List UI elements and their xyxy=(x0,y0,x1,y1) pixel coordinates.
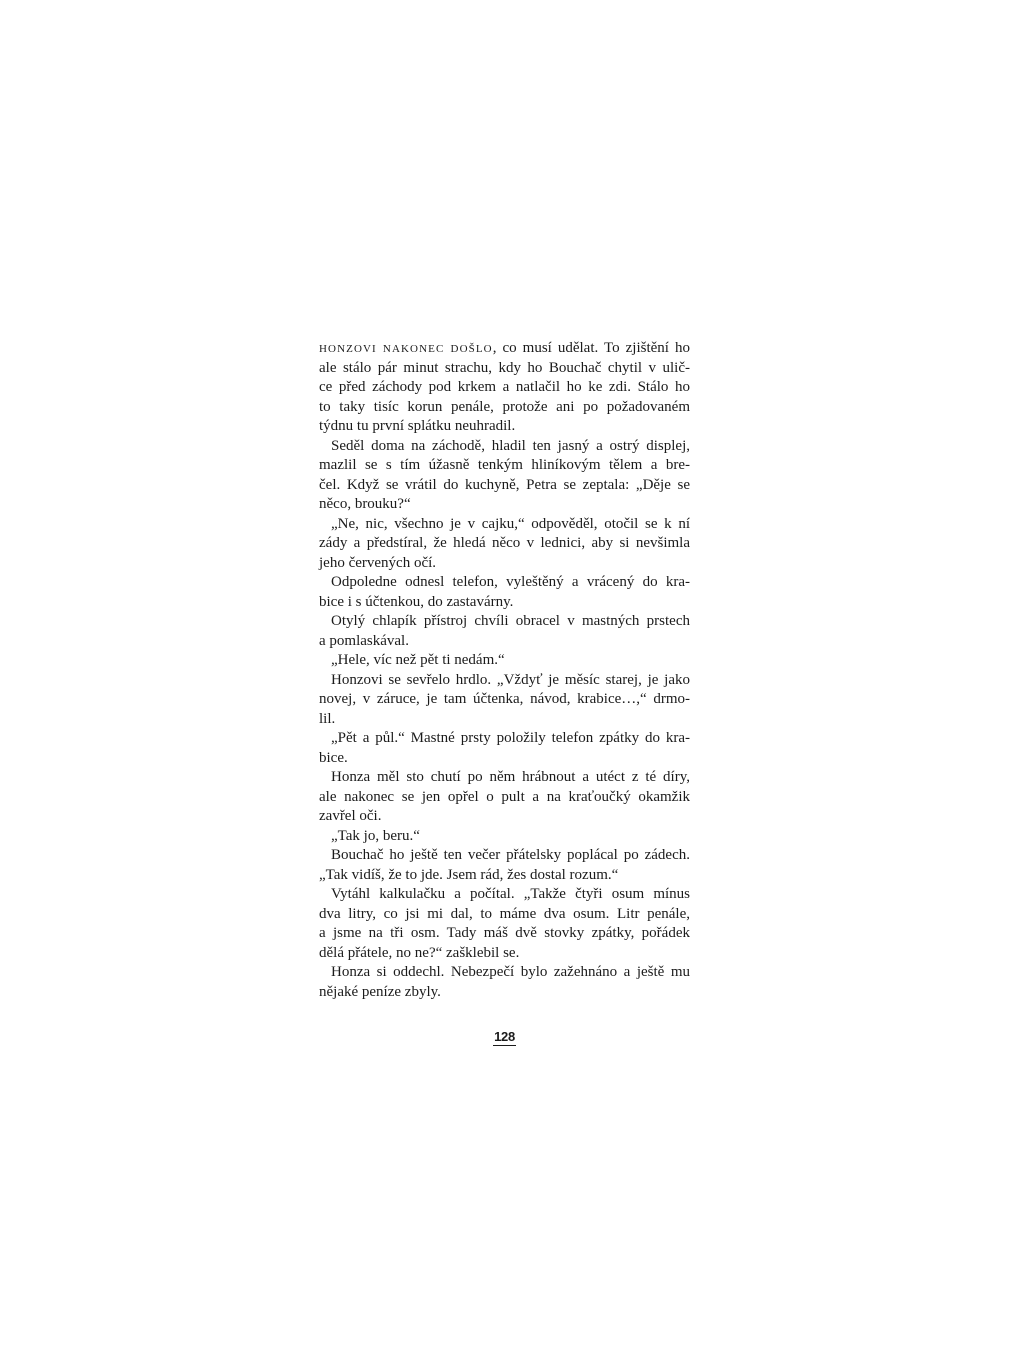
text-line: bice. xyxy=(319,749,348,766)
paragraph xyxy=(319,671,690,730)
body-text xyxy=(319,339,690,1002)
text-line: a jsme na tři osm. Tady máš dvě stovky zpátky, pořádek xyxy=(319,925,690,941)
text-line: jeho červených očí. xyxy=(319,554,437,571)
text-line: zády a předstíral, že hledá něco v lednici, aby si nevšimla xyxy=(319,535,690,551)
text-line: ale nakonec se jen opřel o pult a na kraťoučký okamžik xyxy=(319,788,690,805)
page-number: 128 xyxy=(494,1029,515,1044)
text-line: dělá přátele, no ne?“ zašklebil se. xyxy=(319,944,520,961)
text-line: Honza si oddechl. Nebezpečí bylo zažehnáno a ještě mu xyxy=(331,964,690,980)
paragraph xyxy=(319,437,690,515)
text-line-rest: , co musí udělat. To zjištění ho xyxy=(492,340,690,356)
text-line: něco, brouku?“ xyxy=(319,496,411,512)
chapter-lead-smallcaps: HONZOVI NAKONEC DOŠLO xyxy=(319,343,493,355)
paragraph xyxy=(319,963,690,1002)
text-line: dva litry, co jsi mi dal, to máme dva osum. Litr penále, xyxy=(319,905,690,922)
paragraph xyxy=(319,846,690,885)
text-line: „Tak jo, beru.“ xyxy=(331,827,420,844)
text-line: nějaké peníze zbyly. xyxy=(319,983,441,1000)
text-line: „Hele, víc než pět ti nedám.“ xyxy=(331,652,505,668)
paragraph xyxy=(319,573,690,612)
text-line: týdnu tu první splátku neuhradil. xyxy=(319,418,516,434)
paragraph xyxy=(319,827,690,847)
paragraph xyxy=(319,768,690,827)
text-line: to taky tisíc korun penále, protože ani po požadovaném xyxy=(319,398,690,415)
text-line xyxy=(319,339,690,359)
paragraph xyxy=(319,339,690,437)
text-line: Vytáhl kalkulačku a počítal. „Takže čtyři osum mínus xyxy=(331,886,690,902)
text-line: ce před záchody pod krkem a natlačil ho ke zdi. Stálo ho xyxy=(319,379,690,395)
paragraph xyxy=(319,651,690,671)
text-line: Bouchač ho ještě ten večer přátelsky poplácal po zádech. xyxy=(331,847,690,863)
text-line: mazlil se s tím úžasně tenkým hliníkovým tělem a bre- xyxy=(319,457,690,473)
paragraph xyxy=(319,885,690,963)
text-line: ale stálo pár minut strachu, kdy ho Bouchač chytil v ulič- xyxy=(319,359,690,376)
text-line: bice i s účtenkou, do zastavárny. xyxy=(319,593,514,610)
text-line: novej, v záruce, je tam účtenka, návod, krabice…,“ drmo- xyxy=(319,691,690,707)
text-line: Honzovi se sevřelo hrdlo. „Vždyť je měsíc starej, je jako xyxy=(331,671,690,688)
text-line: lil. xyxy=(319,710,336,727)
paragraph xyxy=(319,612,690,651)
text-line: Odpoledne odnesl telefon, vyleštěný a vrácený do kra- xyxy=(331,574,690,590)
text-line: „Tak vidíš, že to jde. Jsem rád, žes dostal rozum.“ xyxy=(319,866,619,883)
text-line: „Ne, nic, všechno je v cajku,“ odpověděl, otočil se k ní xyxy=(331,515,690,532)
text-line: „Pět a půl.“ Mastné prsty položily telefon zpátky do kra- xyxy=(331,730,690,746)
page-number-container xyxy=(319,1028,690,1046)
paragraph xyxy=(319,729,690,768)
text-line: a pomlaskával. xyxy=(319,632,409,649)
paragraph xyxy=(319,515,690,574)
text-line: zavřel oči. xyxy=(319,808,382,824)
text-line: čel. Když se vrátil do kuchyně, Petra se zeptala: „Děje se xyxy=(319,476,690,493)
text-line: Otylý chlapík přístroj chvíli obracel v mastných prstech xyxy=(331,613,690,629)
text-line: Seděl doma na záchodě, hladil ten jasný a ostrý displej, xyxy=(331,437,690,454)
text-line: Honza měl sto chutí po něm hrábnout a utéct z té díry, xyxy=(331,769,690,785)
